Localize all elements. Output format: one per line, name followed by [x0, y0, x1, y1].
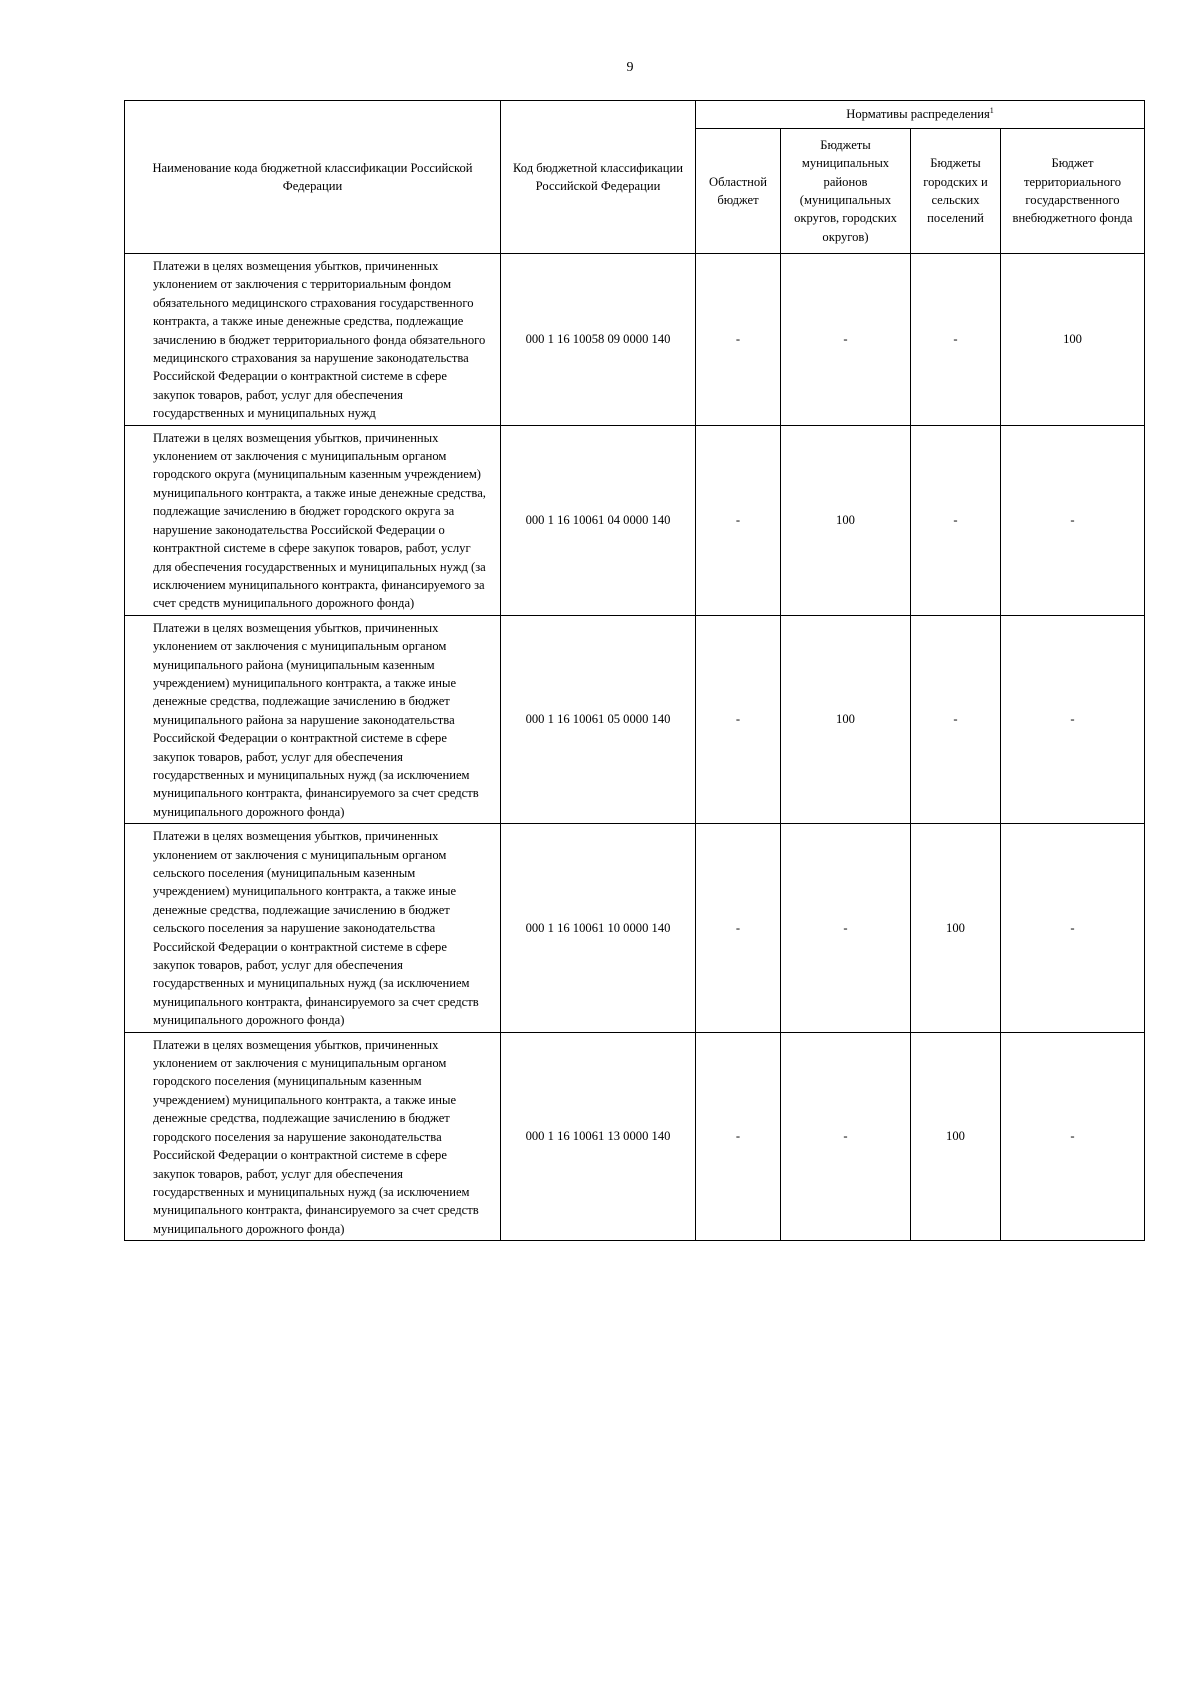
table-row: [125, 824, 1145, 1032]
row-name: Платежи в целях возмещения убытков, причиненных уклонением от заключения с муниципальным органом сельского поселения (муниципальным казенным учреждением) муниципального контракта, а также иные денежные средства, подлежащие зачислению в бюджет сельского поселения за нарушение законодательства Российской Федерации о контрактной системе в сфере закупок товаров, работ, услуг для обеспечения государственных и муниципальных нужд (за исключением муниципального контракта, финансируемого за счет средств муниципального дорожного фонда): [125, 824, 501, 1032]
footnote-marker: 1: [989, 106, 994, 116]
row-code: 000 1 16 10061 05 0000 140: [501, 615, 696, 823]
row-code: 000 1 16 10061 04 0000 140: [501, 425, 696, 615]
row-name: Платежи в целях возмещения убытков, причиненных уклонением от заключения с территориальным фондом обязательного медицинского страхования государственного контракта, а также иные денежные средства, подлежащие зачислению в бюджет территориального фонда обязательного медицинского страхования за нарушение законодательства Российской Федерации о контрактной системе в сфере закупок товаров, работ, услуг для обеспечения государственных и муниципальных нужд: [125, 254, 501, 426]
row-settlements: -: [911, 254, 1001, 426]
row-settlements: 100: [911, 824, 1001, 1032]
table-row: [125, 254, 1145, 426]
row-name: Платежи в целях возмещения убытков, причиненных уклонением от заключения с муниципальным органом муниципального района (муниципальным казенным учреждением) муниципального контракта, а также иные денежные средства, подлежащие зачислению в бюджет муниципального района за нарушение законодательства Российской Федерации о контрактной системе в сфере закупок товаров, работ, услуг для обеспечения государственных и муниципальных нужд (за исключением муниципального контракта, финансируемого за счет средств муниципального дорожного фонда): [125, 615, 501, 823]
header-code: Код бюджетной классификации Российской Федерации: [501, 101, 696, 254]
row-regional: -: [696, 425, 781, 615]
row-regional: -: [696, 1032, 781, 1240]
row-municipal: -: [781, 254, 911, 426]
header-territorial-fund: Бюджет территориального государственного внебюджетного фонда: [1001, 129, 1145, 254]
row-municipal: 100: [781, 615, 911, 823]
header-normatives: [696, 101, 1145, 129]
header-settlements: Бюджеты городских и сельских поселений: [911, 129, 1001, 254]
row-regional: -: [696, 615, 781, 823]
header-name: Наименование кода бюджетной классификации Российской Федерации: [125, 101, 501, 254]
row-fund: -: [1001, 1032, 1145, 1240]
row-settlements: -: [911, 425, 1001, 615]
row-regional: -: [696, 824, 781, 1032]
row-code: 000 1 16 10061 10 0000 140: [501, 824, 696, 1032]
row-fund: -: [1001, 615, 1145, 823]
row-name: Платежи в целях возмещения убытков, причиненных уклонением от заключения с муниципальным органом городского поселения (муниципальным казенным учреждением) муниципального контракта, а также иные денежные средства, подлежащие зачислению в бюджет городского поселения за нарушение законодательства Российской Федерации о контрактной системе в сфере закупок товаров, работ, услуг для обеспечения государственных и муниципальных нужд (за исключением муниципального контракта, финансируемого за счет средств муниципального дорожного фонда): [125, 1032, 501, 1240]
row-municipal: -: [781, 824, 911, 1032]
page-number: 9: [626, 60, 634, 75]
header-normatives-label: Нормативы распределения: [846, 107, 990, 122]
row-fund: 100: [1001, 254, 1145, 426]
budget-classification-table: [124, 100, 1145, 1241]
table-row: [125, 425, 1145, 615]
row-settlements: -: [911, 615, 1001, 823]
header-municipal-districts: Бюджеты муниципальных районов (муниципальных округов, городских округов): [781, 129, 911, 254]
row-municipal: 100: [781, 425, 911, 615]
row-fund: -: [1001, 425, 1145, 615]
row-fund: -: [1001, 824, 1145, 1032]
row-code: 000 1 16 10061 13 0000 140: [501, 1032, 696, 1240]
row-code: 000 1 16 10058 09 0000 140: [501, 254, 696, 426]
table-row: [125, 1032, 1145, 1240]
row-settlements: 100: [911, 1032, 1001, 1240]
row-name: Платежи в целях возмещения убытков, причиненных уклонением от заключения с муниципальным органом городского округа (муниципальным казенным учреждением) муниципального контракта, а также иные денежные средства, подлежащие зачислению в бюджет городского округа за нарушение законодательства Российской Федерации о контрактной системе в сфере закупок товаров, работ, услуг для обеспечения государственных и муниципальных нужд (за исключением муниципального контракта, финансируемого за счет средств муниципального дорожного фонда): [125, 425, 501, 615]
row-regional: -: [696, 254, 781, 426]
row-municipal: -: [781, 1032, 911, 1240]
table-row: [125, 615, 1145, 823]
header-row-main: [125, 101, 1145, 129]
header-regional: Областной бюджет: [696, 129, 781, 254]
